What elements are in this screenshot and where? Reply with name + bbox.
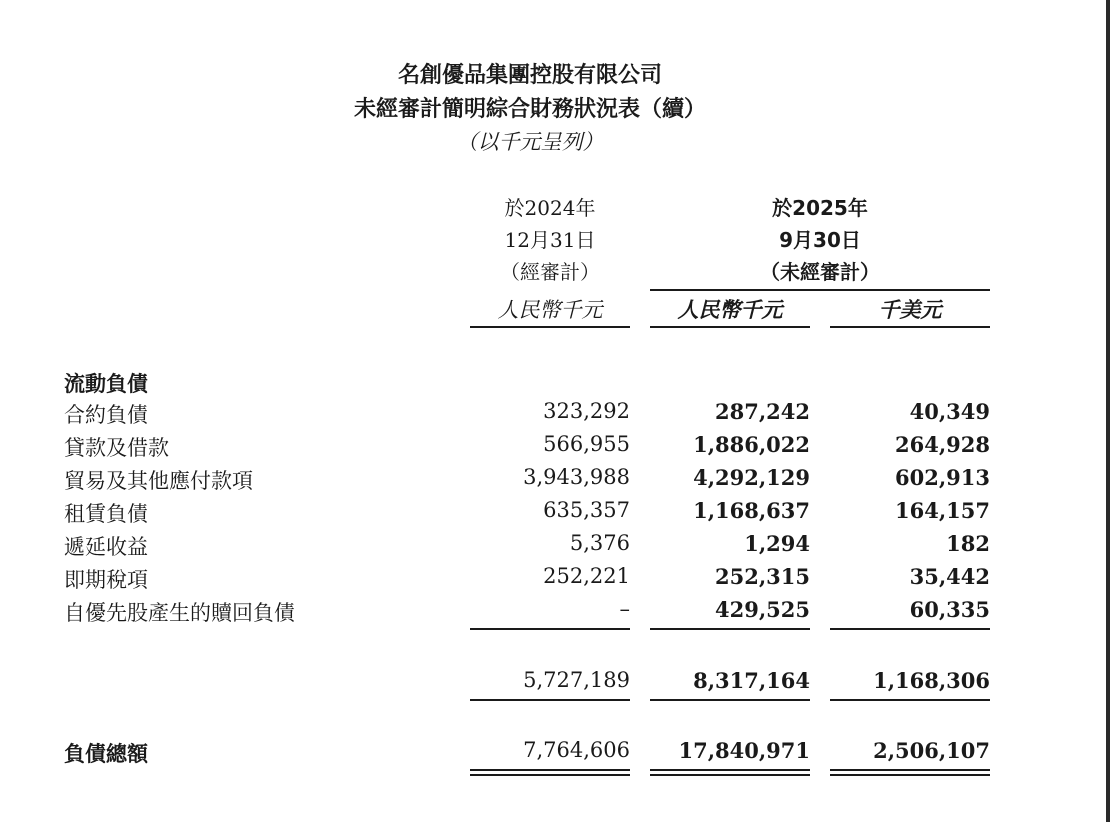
double-underline-2025-rmb-bottom	[650, 774, 810, 776]
subtotal-value-2025-rmb: 8,317,164	[693, 668, 810, 693]
column-2024-year: 於2024年	[504, 196, 596, 220]
page-edge-bar	[1106, 0, 1110, 822]
row-value-2024: 3,943,988	[523, 465, 630, 489]
column-2025-audit: （未經審計）	[760, 260, 880, 284]
row-value-2024: 323,292	[543, 399, 630, 423]
column-2024-date: 12月31日	[504, 228, 596, 252]
divider-after-subtotal-2025-rmb	[650, 699, 810, 701]
divider-before-subtotal-2025-usd	[830, 628, 990, 630]
section-title-current-liabilities: 流動負債	[64, 372, 148, 396]
row-value-2025-rmb: 4,292,129	[693, 465, 810, 490]
table-row	[0, 498, 1000, 531]
table-row	[0, 597, 1000, 630]
row-label: 即期稅項	[64, 568, 148, 592]
divider-2025-header	[650, 289, 990, 291]
row-value-2025-rmb: 1,294	[744, 531, 810, 556]
row-value-2025-rmb: 287,242	[715, 399, 810, 424]
double-underline-2025-usd-bottom	[830, 774, 990, 776]
row-value-2024: –	[619, 597, 630, 621]
total-value-2024: 7,764,606	[523, 738, 630, 762]
divider-after-subtotal-2025-usd	[830, 699, 990, 701]
divider-after-subtotal-2024	[470, 699, 630, 701]
subtotal-value-2024: 5,727,189	[523, 668, 630, 692]
column-header-2024	[470, 192, 630, 288]
subtotal-row	[0, 668, 1000, 701]
row-value-2025-usd: 602,913	[895, 465, 990, 490]
row-value-2024: 5,376	[569, 531, 630, 555]
row-value-2025-rmb: 252,315	[715, 564, 810, 589]
double-underline-2024-bottom	[470, 774, 630, 776]
total-value-2025-rmb: 17,840,971	[678, 738, 810, 763]
table-row	[0, 531, 1000, 564]
unit-2024-rmb: 人民幣千元	[497, 298, 603, 322]
row-value-2025-usd: 164,157	[895, 498, 990, 523]
row-value-2025-usd: 35,442	[909, 564, 990, 589]
column-2025-year: 於2025年	[772, 196, 868, 220]
row-value-2025-rmb: 429,525	[715, 597, 810, 622]
row-value-2024: 635,357	[543, 498, 630, 522]
row-value-2025-usd: 60,335	[909, 597, 990, 622]
row-label: 合約負債	[64, 403, 148, 427]
row-value-2025-rmb: 1,886,022	[693, 432, 810, 457]
double-underline-2025-rmb-top	[650, 769, 810, 771]
row-label: 自優先股產生的贖回負債	[64, 601, 295, 625]
row-label: 租賃負債	[64, 502, 148, 526]
total-label: 負債總額	[64, 742, 148, 766]
total-row	[0, 738, 1000, 771]
row-label: 貿易及其他應付款項	[64, 469, 253, 493]
total-value-2025-usd: 2,506,107	[873, 738, 990, 763]
row-label: 貸款及借款	[64, 436, 169, 460]
divider-unit-2024	[470, 326, 630, 328]
row-value-2025-usd: 182	[946, 531, 990, 556]
unit-2025-usd: 千美元	[878, 297, 942, 322]
table-row	[0, 399, 1000, 432]
row-value-2024: 252,221	[543, 564, 630, 588]
divider-unit-2025-usd	[830, 326, 990, 328]
row-value-2025-usd: 264,928	[895, 432, 990, 457]
row-label: 遞延收益	[64, 535, 148, 559]
divider-unit-2025-rmb	[650, 326, 810, 328]
double-underline-2025-usd-top	[830, 769, 990, 771]
divider-before-subtotal-2024	[470, 628, 630, 630]
column-header-2025	[650, 192, 990, 288]
unit-note: （以千元呈列）	[456, 130, 604, 154]
subtotal-value-2025-usd: 1,168,306	[873, 668, 990, 693]
table-row	[0, 465, 1000, 498]
statement-title: 未經審計簡明綜合財務狀況表（續）	[353, 97, 706, 122]
table-row	[0, 432, 1000, 465]
column-2024-audit: （經審計）	[500, 260, 600, 284]
column-2025-date: 9月30日	[779, 228, 861, 252]
row-value-2024: 566,955	[543, 432, 630, 456]
row-value-2025-usd: 40,349	[909, 399, 990, 424]
company-name: 名創優品集團控股有限公司	[397, 63, 662, 88]
table-row	[0, 564, 1000, 597]
row-value-2025-rmb: 1,168,637	[693, 498, 810, 523]
divider-before-subtotal-2025-rmb	[650, 628, 810, 630]
unit-2025-rmb: 人民幣千元	[677, 297, 783, 322]
double-underline-2024-top	[470, 769, 630, 771]
